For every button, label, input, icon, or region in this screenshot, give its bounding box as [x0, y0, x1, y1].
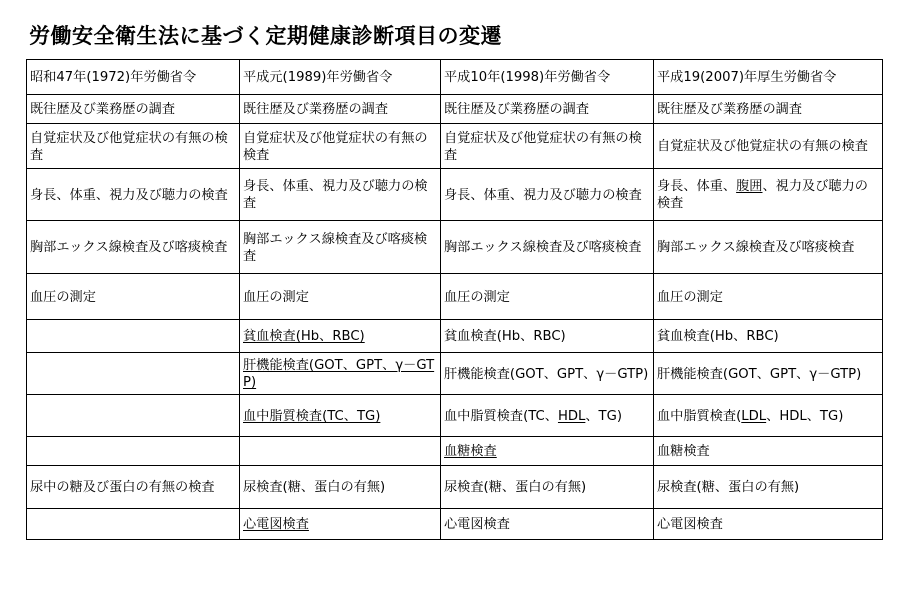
table-cell: 既往歴及び業務歴の調査	[441, 95, 654, 124]
table-cell: 貧血検査(Hb、RBC)	[441, 320, 654, 353]
table-cell: 貧血検査(Hb、RBC)	[654, 320, 883, 353]
table-cell: 尿検査(糖、蛋白の有無)	[441, 466, 654, 509]
table-cell: 胸部エックス線検査及び喀痰検査	[441, 221, 654, 274]
table-cell: 胸部エックス線検査及び喀痰検査	[240, 221, 441, 274]
table-cell: 血圧の測定	[27, 274, 240, 320]
table-row	[27, 95, 883, 124]
page-title: 労働安全衛生法に基づく定期健康診断項目の変遷	[29, 24, 502, 48]
table-header-cell: 平成19(2007)年厚生労働省令	[654, 60, 883, 95]
table-row	[27, 221, 883, 274]
table-header-cell: 平成10年(1998)年労働省令	[441, 60, 654, 95]
table-cell: 血中脂質検査(LDL、HDL、TG)	[654, 395, 883, 437]
table-cell: 尿中の糖及び蛋白の有無の検査	[27, 466, 240, 509]
table-cell	[240, 353, 441, 395]
table-row	[27, 124, 883, 169]
table-cell: 血圧の測定	[240, 274, 441, 320]
table-cell	[441, 437, 654, 466]
table-cell: 血糖検査	[654, 437, 883, 466]
table-cell: 身長、体重、腹囲、視力及び聴力の検査	[654, 169, 883, 221]
underlined-new-item: 心電図検査	[243, 517, 309, 532]
table-row	[27, 169, 883, 221]
table-cell: 肝機能検査(GOT、GPT、γ－GTP)	[441, 353, 654, 395]
underlined-new-item: HDL	[557, 408, 586, 424]
table-row	[27, 320, 883, 353]
table-cell	[240, 437, 441, 466]
table-cell: 尿検査(糖、蛋白の有無)	[240, 466, 441, 509]
table-row	[27, 437, 883, 466]
table-row	[27, 509, 883, 540]
table-header-cell: 昭和47年(1972)年労働省令	[27, 60, 240, 95]
table-cell: 自覚症状及び他覚症状の有無の検査	[240, 124, 441, 169]
table-cell: 心電図検査	[654, 509, 883, 540]
table-cell: 自覚症状及び他覚症状の有無の検査	[27, 124, 240, 169]
table-cell	[27, 509, 240, 540]
underlined-new-item: 肝機能検査(GOT、GPT、γ－GTP)	[243, 358, 435, 390]
table-cell	[27, 353, 240, 395]
table-cell: 既往歴及び業務歴の調査	[654, 95, 883, 124]
table-cell: 自覚症状及び他覚症状の有無の検査	[441, 124, 654, 169]
table-header-cell: 平成元(1989)年労働省令	[240, 60, 441, 95]
table-row	[27, 395, 883, 437]
table-cell: 自覚症状及び他覚症状の有無の検査	[654, 124, 883, 169]
table-cell	[240, 320, 441, 353]
table-cell: 胸部エックス線検査及び喀痰検査	[27, 221, 240, 274]
table-cell	[240, 509, 441, 540]
table-cell: 身長、体重、視力及び聴力の検査	[27, 169, 240, 221]
table-cell: 既往歴及び業務歴の調査	[27, 95, 240, 124]
table-cell: 血中脂質検査(TC、HDL、TG)	[441, 395, 654, 437]
table-cell	[27, 320, 240, 353]
underlined-new-item: 貧血検査(Hb、RBC)	[243, 329, 365, 344]
table-row	[27, 274, 883, 320]
table-row	[27, 466, 883, 509]
table-header-row	[27, 60, 883, 95]
underlined-new-item: 血糖検査	[444, 444, 497, 459]
table-cell: 身長、体重、視力及び聴力の検査	[240, 169, 441, 221]
table-cell: 既往歴及び業務歴の調査	[240, 95, 441, 124]
underlined-new-item: LDL	[741, 408, 767, 424]
underlined-new-item: 腹囲	[736, 179, 763, 194]
exam-items-table	[26, 59, 883, 540]
table-cell: 尿検査(糖、蛋白の有無)	[654, 466, 883, 509]
table-cell: 身長、体重、視力及び聴力の検査	[441, 169, 654, 221]
table-cell	[27, 437, 240, 466]
underlined-new-item: 血中脂質検査(TC、TG)	[243, 408, 381, 424]
table-cell: 心電図検査	[441, 509, 654, 540]
table-cell	[27, 395, 240, 437]
table-cell: 血圧の測定	[654, 274, 883, 320]
table-cell: 肝機能検査(GOT、GPT、γ－GTP)	[654, 353, 883, 395]
table-cell: 胸部エックス線検査及び喀痰検査	[654, 221, 883, 274]
table-cell	[240, 395, 441, 437]
table-row	[27, 353, 883, 395]
table-cell: 血圧の測定	[441, 274, 654, 320]
